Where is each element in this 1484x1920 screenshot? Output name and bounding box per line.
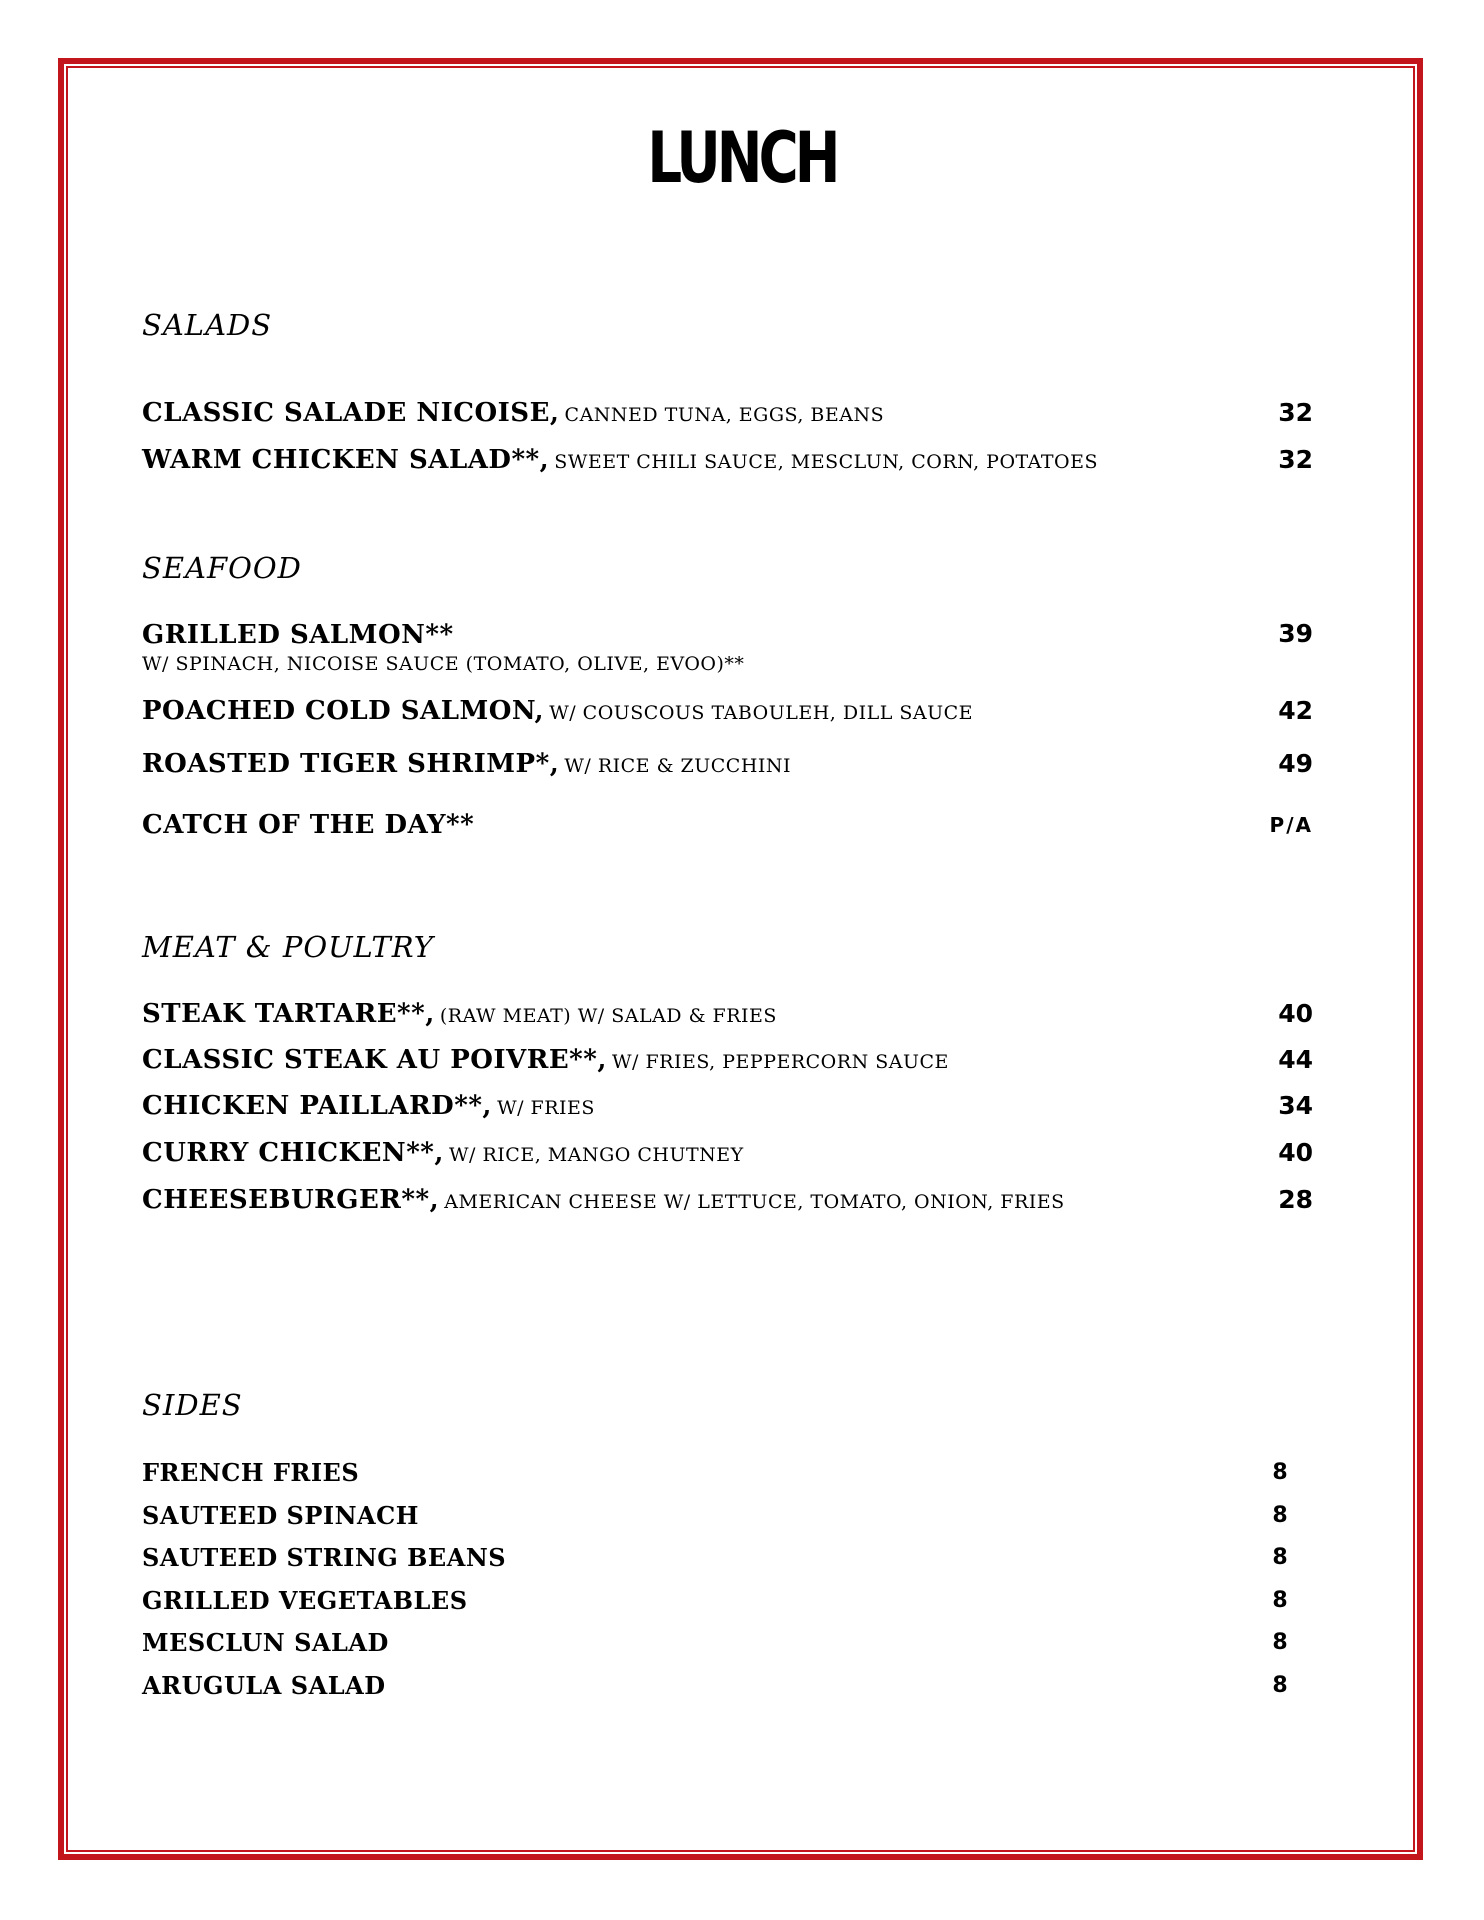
section-heading-meat-poultry: MEAT & POULTRY [142,930,434,964]
item-name: CHEESEBURGER**, [142,1185,440,1215]
menu-item [142,808,1312,845]
item-name: GRILLED SALMON** [142,620,454,650]
item-name: CURRY CHICKEN**, [142,1138,444,1168]
menu-item [142,694,1312,731]
item-name: CHICKEN PAILLARD**, [142,1091,492,1121]
item-description: W/ RICE & ZUCCHINI [564,755,792,777]
menu-item [142,396,1312,433]
section-heading-seafood: SEAFOOD [142,551,302,585]
item-description: AMERICAN CHEESE W/ LETTUCE, TOMATO, ONION, FRIES [444,1191,1065,1213]
item-price: 44 [1278,1045,1313,1074]
side-item-name: FRENCH FRIES [142,1458,360,1487]
side-item-price: 8 [1272,1460,1288,1485]
item-description: W/ FRIES, PEPPERCORN SAUCE [612,1051,949,1073]
section-heading-salads: SALADS [142,308,273,342]
section-heading-sides: SIDES [142,1388,243,1422]
menu-item [142,1183,1312,1220]
menu-item [142,1089,1312,1126]
item-price: 32 [1278,398,1313,427]
item-description: W/ FRIES [497,1097,595,1119]
item-name: CATCH OF THE DAY** [142,810,475,840]
side-item-price: 8 [1272,1545,1288,1570]
item-price: 28 [1278,1185,1313,1214]
item-name: POACHED COLD SALMON, [142,696,545,726]
item-description: W/ COUSCOUS TABOULEH, DILL SAUCE [549,702,974,724]
item-price: P/A [1269,813,1313,837]
side-item-name: SAUTEED STRING BEANS [142,1543,507,1572]
item-description: W/ RICE, MANGO CHUTNEY [449,1144,744,1166]
side-item-name: MESCLUN SALAD [142,1628,389,1657]
menu-item [142,619,1312,674]
item-name: CLASSIC SALADE NICOISE, [142,398,560,428]
side-item-price: 8 [1272,1673,1288,1698]
side-item-price: 8 [1272,1503,1288,1528]
item-description: CANNED TUNA, EGGS, BEANS [564,404,885,426]
item-description: SWEET CHILI SAUCE, MESCLUN, CORN, POTATOES [554,451,1098,473]
item-price: 34 [1278,1091,1313,1120]
item-price: 32 [1278,445,1313,474]
menu-item [142,1043,1312,1080]
item-description: (RAW MEAT) W/ SALAD & FRIES [439,1005,777,1027]
menu-item [142,997,1312,1034]
item-name: WARM CHICKEN SALAD**, [142,445,550,475]
item-name: STEAK TARTARE**, [142,999,435,1029]
item-name: ROASTED TIGER SHRIMP*, [142,749,560,779]
side-item-name: SAUTEED SPINACH [142,1501,419,1530]
menu-item [142,1136,1312,1173]
menu-title: LUNCH [647,117,837,199]
item-price: 40 [1278,1138,1313,1167]
item-price: 40 [1278,999,1313,1028]
item-description: W/ SPINACH, NICOISE SAUCE (TOMATO, OLIVE, EVOO)** [142,653,745,675]
side-item-name: ARUGULA SALAD [142,1671,386,1700]
item-price: 39 [1278,619,1313,648]
menu-item [142,443,1312,480]
side-item-price: 8 [1272,1588,1288,1613]
menu-item [142,747,1312,784]
side-item-name: GRILLED VEGETABLES [142,1586,468,1615]
side-item-price: 8 [1272,1630,1288,1655]
item-price: 42 [1278,696,1313,725]
item-name: CLASSIC STEAK AU POIVRE**, [142,1045,607,1075]
item-price: 49 [1278,749,1313,778]
